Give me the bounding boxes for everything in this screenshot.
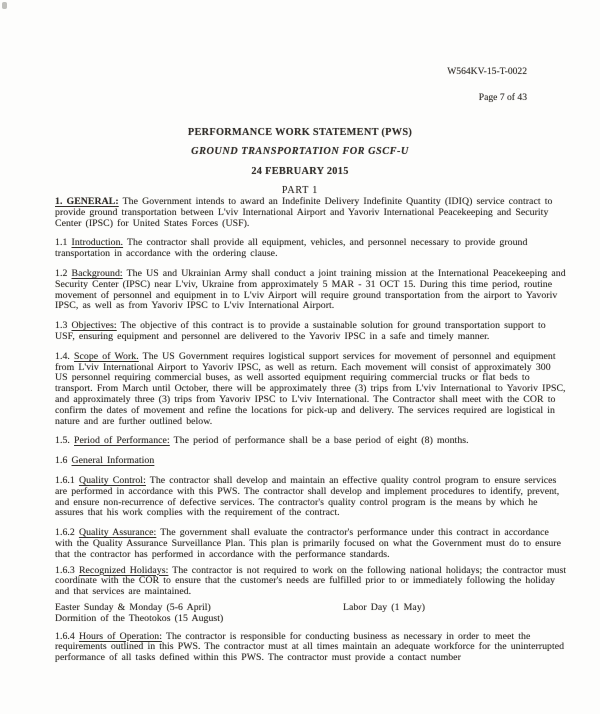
section-text: The US and Ukrainian Army shall conduct a joint training mission at the International Peacekeeping and Security Center (IPSC) near L'viv, Ukraine from approximately 5 MAR - 31 OCT 15. During this time period, routine movement of personnel and equipment in to L'viv Airport will require ground transportation from the airport to Yavoriv IPSC, as well as from Yavoriv IPSC to L'viv International Airport. <box>55 267 566 312</box>
section-number: 1.3 <box>55 320 68 332</box>
section-1-2-background <box>55 269 567 312</box>
section-general <box>55 197 567 229</box>
section-label: Quality Assurance: <box>78 527 157 539</box>
section-text: The period of performance shall be a base period of eight (8) months. <box>173 435 469 447</box>
section-label: Objectives: <box>71 320 117 332</box>
section-number: 1.6.3 <box>55 564 75 576</box>
section-label: Scope of Work. <box>74 350 139 362</box>
section-label: Recognized Holidays: <box>78 564 169 576</box>
document-date: 24 FEBRUARY 2015 <box>251 166 349 177</box>
section-1-1-introduction <box>55 238 567 260</box>
section-text: The contractor shall develop and maintain an effective quality control program to ensure services are performed in accordance with this PWS. The contractor shall develop and implement procedures to identify, prevent, and ensure non-recurrence of defective services. The contractor's quality control program is the means by which he assures that his work complies with the requirement of the contract. <box>55 474 560 519</box>
holiday-list <box>55 603 567 625</box>
section-1-6-3-recognized-holidays <box>55 566 567 598</box>
section-number: 1.4. <box>55 350 70 362</box>
section-label: Background: <box>71 267 123 279</box>
contract-number: W564KV-15-T-0022 <box>447 66 527 77</box>
document-title: PERFORMANCE WORK STATEMENT (PWS) <box>187 127 413 138</box>
section-text: The objective of this contract is to provide a sustainable solution for ground transportation support to USF, ensuring equipment and personnel are delivered to the Yavoriv IPSC in a safe and timely manner. <box>55 320 546 342</box>
section-label: Quality Control: <box>78 474 146 486</box>
section-number: 1.6 <box>55 455 68 467</box>
title-block <box>0 127 600 196</box>
section-label: Period of Performance: <box>74 435 170 447</box>
section-1-5-period-of-performance <box>55 436 567 447</box>
holiday-column-left <box>55 603 343 625</box>
section-1-6-4-hours-of-operation <box>55 632 567 664</box>
holiday-item: Easter Sunday & Monday (5-6 April) <box>55 601 211 613</box>
section-label: Hours of Operation: <box>78 630 163 642</box>
section-1-3-objectives <box>55 321 567 343</box>
document-body <box>55 197 567 673</box>
section-label: General Information <box>71 455 155 467</box>
section-label: 1. GENERAL: <box>55 196 119 207</box>
section-1-6-general-information <box>55 456 567 467</box>
section-number: 1.2 <box>55 267 68 279</box>
section-text: The US Government requires logistical support services for movement of personnel and equipment from L'viv International Airport to Yavoriv IPSC, as well as return. Each movement will consist of approximately 300 US personnel requiring commercial buses, as well assorted equipment requiring commercial trucks or flat beds to transport. From March until October, there will be approximately three (3) trips from L'viv International to Yavoriv IPSC, and approximately three (3) trips from Yavoriv IPSC to L'viv International. The Contractor shall meet with the COR to confirm the dates of movement and refine the locations for pick-up and delivery. The services required are logistical in nature and are further outlined below. <box>55 350 566 427</box>
section-text: The Government intends to award an Indefinite Delivery Indefinite Quantity (IDIQ) service contract to provide ground transportation between L'viv International Airport and Yavoriv International Peacekeeping and Security Center (IPSC) for United States Forces (USF). <box>55 196 553 229</box>
section-1-6-2-quality-assurance <box>55 528 567 560</box>
holiday-item: Dormition of the Theotokos (15 August) <box>55 612 224 624</box>
section-number: 1.6.2 <box>55 527 75 539</box>
section-text: The contractor is responsible for conducting business as necessary in order to meet the requirements outlined in this PWS. The contractor must at all times maintain an adequate workforce for the uninterrupted performance of all tasks defined within this PWS. The contractor must provide a contact number <box>55 630 565 664</box>
holiday-item: Labor Day (1 May) <box>343 601 426 613</box>
section-number: 1.1 <box>55 237 68 249</box>
section-number: 1.6.4 <box>55 630 75 642</box>
section-text: The contractor shall provide all equipment, vehicles, and personnel necessary to provide ground transportation in accordance with the ordering clause. <box>55 237 528 260</box>
scan-artifact <box>2 2 7 9</box>
holiday-column-right <box>343 603 567 625</box>
document-subtitle: GROUND TRANSPORTATION FOR GSCF-U <box>191 146 409 157</box>
section-number: 1.5. <box>55 435 70 447</box>
section-1-4-scope-of-work <box>55 352 567 428</box>
section-text: The government shall evaluate the contractor's performance under this contract in accordance with the Quality Assurance Surveillance Plan. This plan is primarily focused on what the Government must do to ensure that the contractor has performed in accordance with the performance standards. <box>55 527 561 560</box>
section-text: The contractor is not required to work on the following national holidays; the contractor must coordinate with the COR to ensure that the customer's needs are fulfilled prior to or immediately following the holiday and that services are maintained. <box>55 564 567 598</box>
section-number: 1.6.1 <box>55 474 75 486</box>
section-label: Introduction. <box>71 237 124 249</box>
page-number: Page 7 of 43 <box>478 92 527 103</box>
document-header <box>447 66 527 103</box>
section-1-6-1-quality-control <box>55 476 567 519</box>
part-heading: PART 1 <box>281 185 319 196</box>
